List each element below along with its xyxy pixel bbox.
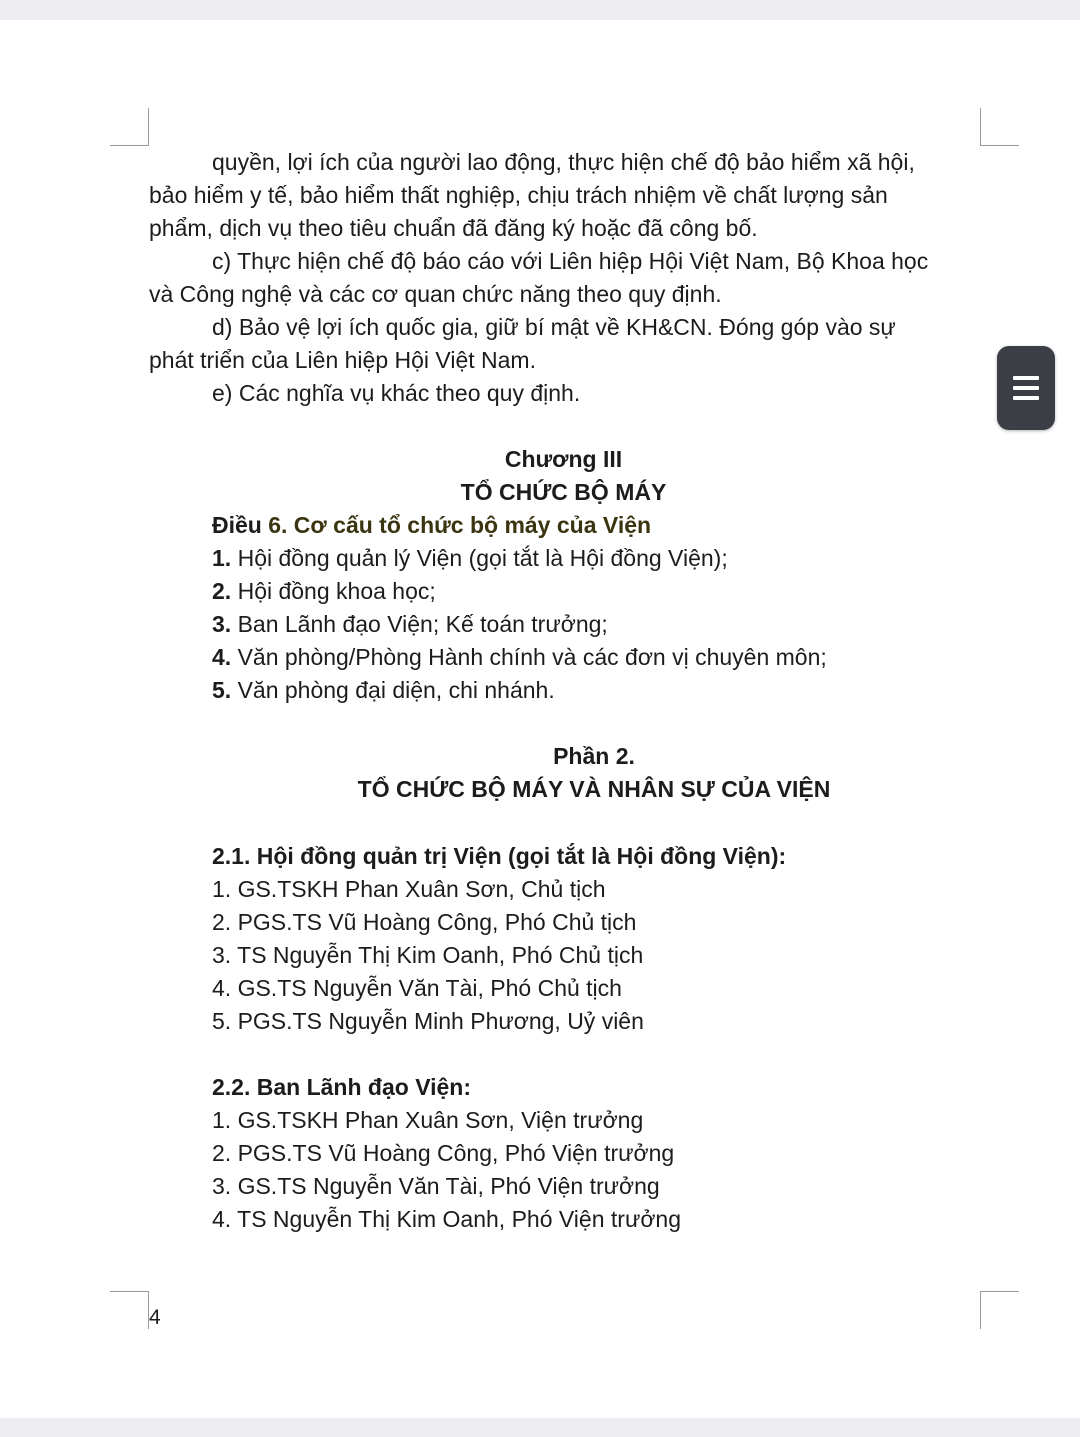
list-item: 2. PGS.TS Vũ Hoàng Công, Phó Chủ tịch xyxy=(212,909,637,935)
page-number: 4 xyxy=(149,1306,161,1329)
section-heading: 2.2. Ban Lãnh đạo Viện: xyxy=(212,1074,472,1100)
crop-mark-top-right-v xyxy=(980,108,981,146)
crop-mark-bottom-right-v xyxy=(980,1291,981,1329)
chapter-label: Chương III xyxy=(504,446,623,472)
article-title: 6. Cơ cấu tổ chức bộ máy của Viện xyxy=(268,512,652,538)
list-item: 1. Hội đồng quản lý Viện (gọi tắt là Hội đồng Viện); xyxy=(212,545,728,571)
paragraph-line: e) Các nghĩa vụ khác theo quy định. xyxy=(212,380,581,406)
paragraph-line: quyền, lợi ích của người lao động, thực hiện chế độ bảo hiểm xã hội, xyxy=(212,149,915,175)
list-item: 3. Ban Lãnh đạo Viện; Kế toán trưởng; xyxy=(212,611,608,637)
list-item: 3. TS Nguyễn Thị Kim Oanh, Phó Chủ tịch xyxy=(212,942,644,968)
crop-mark-top-right-h xyxy=(981,145,1019,146)
list-item: 5. Văn phòng đại diện, chi nhánh. xyxy=(212,677,555,703)
list-item: 1. GS.TSKH Phan Xuân Sơn, Chủ tịch xyxy=(212,876,606,902)
menu-lines-icon xyxy=(1013,374,1039,402)
list-item: 1. GS.TSKH Phan Xuân Sơn, Viện trưởng xyxy=(212,1107,644,1133)
section-heading: 2.1. Hội đồng quản trị Viện (gọi tắt là Hội đồng Viện): xyxy=(212,843,787,869)
list-item: 2. Hội đồng khoa học; xyxy=(212,578,436,604)
paragraph-line: bảo hiểm y tế, bảo hiểm thất nghiệp, chịu trách nhiệm về chất lượng sản xyxy=(149,182,888,208)
list-item: 2. PGS.TS Vũ Hoàng Công, Phó Viện trưởng xyxy=(212,1140,675,1166)
list-item: 4. GS.TS Nguyễn Văn Tài, Phó Chủ tịch xyxy=(212,975,622,1001)
list-item: 4. TS Nguyễn Thị Kim Oanh, Phó Viện trưởng xyxy=(212,1206,682,1232)
part-title: TỔ CHỨC BỘ MÁY VÀ NHÂN SỰ CỦA VIỆN xyxy=(357,776,831,802)
paragraph-line: phát triển của Liên hiệp Hội Việt Nam. xyxy=(149,347,536,373)
list-item: 4. Văn phòng/Phòng Hành chính và các đơn vị chuyên môn; xyxy=(212,644,827,670)
crop-mark-bottom-left-h xyxy=(110,1291,148,1292)
crop-mark-bottom-right-h xyxy=(981,1291,1019,1292)
menu-button[interactable] xyxy=(997,346,1055,430)
chapter-title: TỔ CHỨC BỘ MÁY xyxy=(460,479,667,505)
paragraph-line: và Công nghệ và các cơ quan chức năng theo quy định. xyxy=(149,281,722,307)
list-item: 5. PGS.TS Nguyễn Minh Phương, Uỷ viên xyxy=(212,1008,644,1034)
part-label: Phần 2. xyxy=(553,743,635,769)
crop-mark-top-left-h xyxy=(110,145,148,146)
paragraph-line: phẩm, dịch vụ theo tiêu chuẩn đã đăng ký hoặc đã công bố. xyxy=(149,215,758,241)
article-prefix: Điều xyxy=(212,512,269,538)
crop-mark-top-left-v xyxy=(148,108,149,146)
paragraph-line: d) Bảo vệ lợi ích quốc gia, giữ bí mật về KH&CN. Đóng góp vào sự xyxy=(212,314,896,340)
paragraph-line: c) Thực hiện chế độ báo cáo với Liên hiệp Hội Việt Nam, Bộ Khoa học xyxy=(212,248,929,274)
list-item: 3. GS.TS Nguyễn Văn Tài, Phó Viện trưởng xyxy=(212,1173,660,1199)
article-heading xyxy=(212,510,651,540)
